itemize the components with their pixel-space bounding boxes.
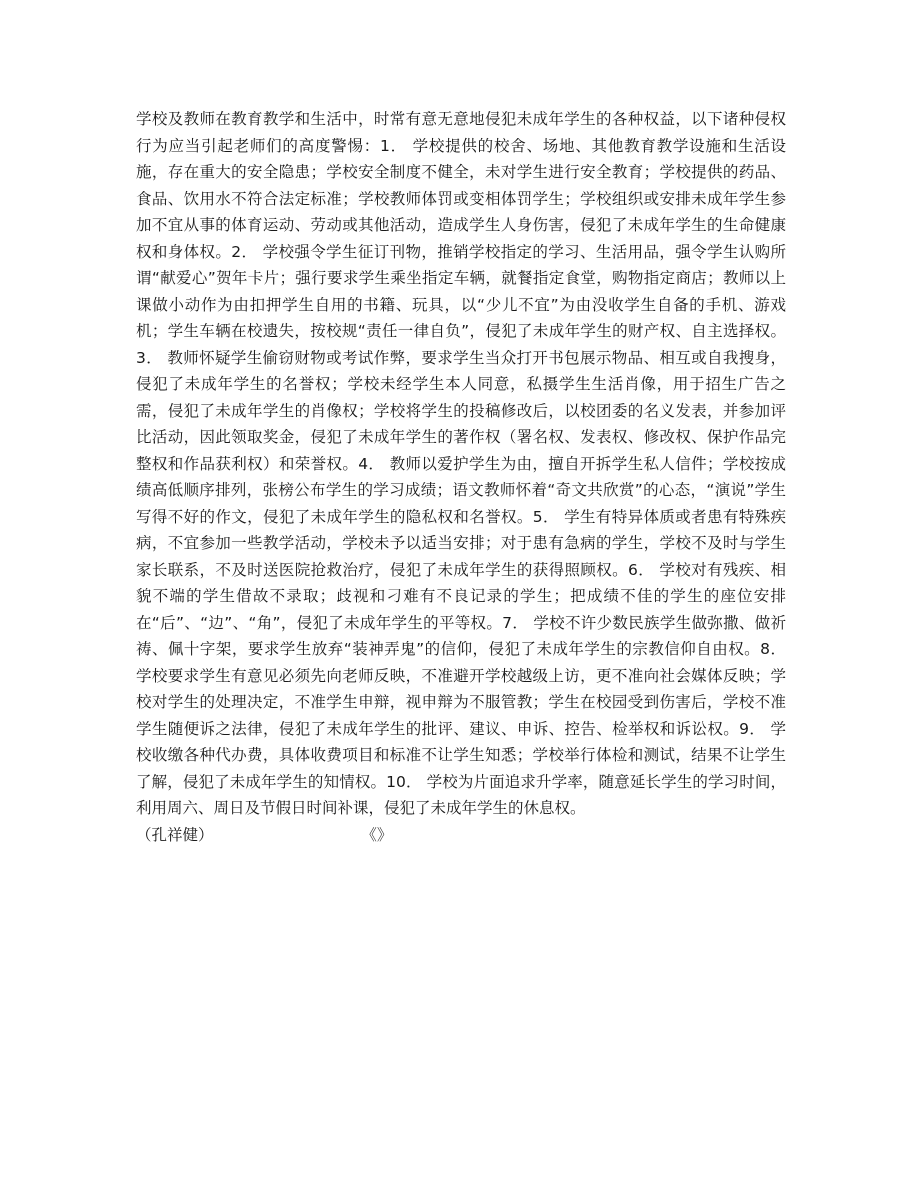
body-paragraph: 学校及教师在教育教学和生活中，时常有意无意地侵犯未成年学生的各种权益，以下诸种侵权行为应当引起老师们的高度警惕：1． 学校提供的校舍、场地、其他教育教学设施和生活设施，存在重大的安全隐患；学校安全制度不健全，未对学生进行安全教育；学校提供的药品、食品、饮用水不符合法定标准；学校教师体罚或变相体罚学生；学校组织或安排未成年学生参加不宜从事的体育运动、劳动或其他活动，造成学生人身伤害，侵犯了未成年学生的生命健康权和身体权。2． 学校强令学生征订刊物，推销学校指定的学习、生活用品，强令学生认购所谓“献爱心”贺年卡片；强行要求学生乘坐指定车辆，就餐指定食堂，购物指定商店；教师以上课做小动作为由扣押学生自用的书籍、玩具，以“少儿不宜”为由没收学生自备的手机、游戏机；学生车辆在校遗失，按校规“责任一律自负”，侵犯了未成年学生的财产权、自主选择权。3． 教师怀疑学生偷窃财物或考试作弊，要求学生当众打开书包展示物品、相互或自我搜身，侵犯了未成年学生的名誉权；学校未经学生本人同意，私摄学生生活肖像，用于招生广告之需，侵犯了未成年学生的肖像权；学校将学生的投稿修改后，以校团委的名义发表，并参加评比活动，因此领取奖金，侵犯了未成年学生的著作权（署名权、发表权、修改权、保护作品完整权和作品获利权）和荣誉权。4． 教师以爱护学生为由，擅自开拆学生私人信件；学校按成绩高低顺序排列，张榜公布学生的学习成绩；语文教师怀着“奇文共欣赏”的心态，“演说”学生写得不好的作文，侵犯了未成年学生的隐私权和名誉权。5． 学生有特异体质或者患有特殊疾病，不宜参加一些教学活动，学校未予以适当安排；对于患有急病的学生，学校不及时与学生家长联系，不及时送医院抢救治疗，侵犯了未成年学生的获得照顾权。6． 学校对有残疾、相貌不端的学生借故不录取；歧视和刁难有不良记录的学生；把成绩不佳的学生的座位安排在“后”、“边”、“角”，侵犯了未成年学生的平等权。7． 学校不许少数民族学生做弥撒、做祈祷、佩十字架，要求学生放弃“装神弄鬼”的信仰，侵犯了未成年学生的宗教信仰自由权。8． 学校要求学生有意见必须先向老师反映，不准避开学校越级上访，更不准向社会媒体反映；学校对学生的处理决定，不准学生申辩，视申辩为不服管教；学生在校园受到伤害后，学校不准学生随便诉之法律，侵犯了未成年学生的批评、建议、申诉、控告、检举权和诉讼权。9． 学校收缴各种代办费，具体收费项目和标准不让学生知悉；学校举行体检和测试，结果不让学生了解，侵犯了未成年学生的知情权。10． 学校为片面追求升学率，随意延长学生的学习时间，利用周六、周日及节假日时间补课，侵犯了未成年学生的休息权。: [136, 110, 786, 817]
closing-mark: 《》: [361, 825, 393, 844]
document-content: [136, 106, 786, 848]
author-credit: （孔祥健）: [136, 825, 214, 844]
footer-line: [136, 822, 786, 849]
